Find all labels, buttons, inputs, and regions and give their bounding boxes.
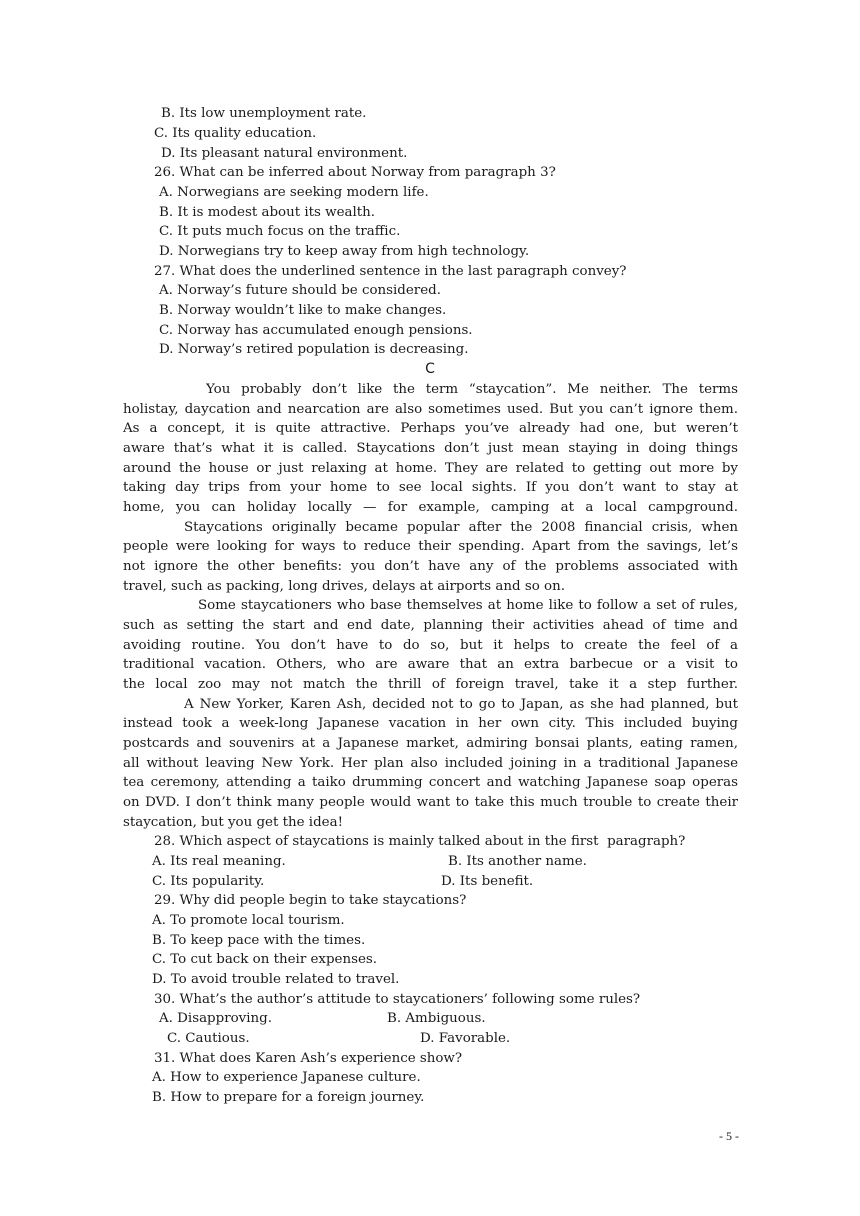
q27-option-d: D. Norway’s retired population is decreasing. [159, 342, 469, 357]
q29-option-d: D. To avoid trouble related to travel. [152, 972, 400, 987]
q28-option-b: B. Its another name. [448, 854, 587, 869]
q28-option-c: C. Its popularity. [152, 874, 265, 889]
q31-option-b: B. How to prepare for a foreign journey. [152, 1090, 425, 1105]
passage-line: You probably don’t like the term “staycation”. Me neither. The terms [206, 382, 738, 397]
passage-line: traditional vacation. Others, who are aware that an extra barbecue or a visit to [123, 657, 738, 672]
q27-option-a: A. Norway’s future should be considered. [159, 283, 441, 298]
passage-line: people were looking for ways to reduce their spending. Apart from the savings, let’s [123, 539, 738, 554]
q27-option-b: B. Norway wouldn’t like to make changes. [159, 303, 447, 318]
passage-line: not ignore the other benefits: you don’t have any of the problems associated with [123, 559, 738, 574]
q27-option-c: C. Norway has accumulated enough pensions. [159, 323, 473, 338]
passage-line: tea ceremony, attending a taiko drumming concert and watching Japanese soap operas [123, 775, 738, 790]
q30-option-d: D. Favorable. [420, 1031, 511, 1046]
passage-line: instead took a week-long Japanese vacation in her own city. This included buying [123, 716, 738, 731]
passage-line: the local zoo may not match the thrill of foreign travel, take it a step further. [123, 677, 738, 692]
q30-option-b: B. Ambiguous. [387, 1011, 486, 1026]
q26-option-b: B. It is modest about its wealth. [159, 205, 376, 220]
q30-option-a: A. Disapproving. [159, 1011, 272, 1026]
q26-option-c: C. It puts much focus on the traffic. [159, 224, 401, 239]
q27-question: 27. What does the underlined sentence in the last paragraph convey? [154, 264, 627, 279]
q29-option-b: B. To keep pace with the times. [152, 933, 366, 948]
q25-option-d: D. Its pleasant natural environment. [161, 146, 408, 161]
passage-line: staycation, but you get the idea! [123, 815, 343, 830]
q28-question: 28. Which aspect of staycations is mainly talked about in the first paragraph? [154, 834, 686, 849]
passage-line: postcards and souvenirs at a Japanese market, admiring bonsai plants, eating ramen, [123, 736, 738, 751]
passage-line: around the house or just relaxing at home. They are related to getting out more by [123, 461, 738, 476]
passage-line: Staycations originally became popular after the 2008 financial crisis, when [184, 520, 738, 535]
passage-line: home, you can holiday locally — for example, camping at a local campground. [123, 500, 738, 515]
q28-option-d: D. Its benefit. [441, 874, 534, 889]
q25-option-b: B. Its low unemployment rate. [161, 106, 367, 121]
passage-line: A New Yorker, Karen Ash, decided not to go to Japan, as she had planned, but [184, 697, 738, 712]
q28-option-a: A. Its real meaning. [152, 854, 286, 869]
q25-option-c: C. Its quality education. [154, 126, 317, 141]
q30-question: 30. What’s the author’s attitude to staycationers’ following some rules? [154, 992, 641, 1007]
passage-line: avoiding routine. You don’t have to do so, but it helps to create the feel of a [123, 638, 738, 653]
q26-option-d: D. Norwegians try to keep away from high technology. [159, 244, 530, 259]
passage-line: such as setting the start and end date, planning their activities ahead of time and [123, 618, 738, 633]
q26-option-a: A. Norwegians are seeking modern life. [159, 185, 429, 200]
q29-option-a: A. To promote local tourism. [152, 913, 345, 928]
passage-line: all without leaving New York. Her plan also included joining in a traditional Japanese [123, 756, 738, 771]
section-heading: C [425, 361, 435, 377]
q26-question: 26. What can be inferred about Norway from paragraph 3? [154, 165, 556, 180]
q31-question: 31. What does Karen Ash’s experience show? [154, 1051, 463, 1066]
passage-line: on DVD. I don’t think many people would want to take this much trouble to create their [123, 795, 738, 810]
passage-line: Some staycationers who base themselves at home like to follow a set of rules, [198, 598, 738, 613]
passage-line: As a concept, it is quite attractive. Perhaps you’ve already had one, but weren’t [123, 421, 738, 436]
passage-line: aware that’s what it is called. Staycations don’t just mean staying in doing things [123, 441, 738, 456]
q29-option-c: C. To cut back on their expenses. [152, 952, 378, 967]
passage-line: taking day trips from your home to see local sights. If you don’t want to stay at [123, 480, 738, 495]
q30-option-c: C. Cautious. [167, 1031, 250, 1046]
passage-line: travel, such as packing, long drives, delays at airports and so on. [123, 579, 565, 594]
passage-line: holistay, daycation and nearcation are also sometimes used. But you can’t ignore them. [123, 402, 738, 417]
q29-question: 29. Why did people begin to take staycations? [154, 893, 467, 908]
page-number: - 5 - [719, 1129, 739, 1143]
q31-option-a: A. How to experience Japanese culture. [152, 1070, 421, 1085]
